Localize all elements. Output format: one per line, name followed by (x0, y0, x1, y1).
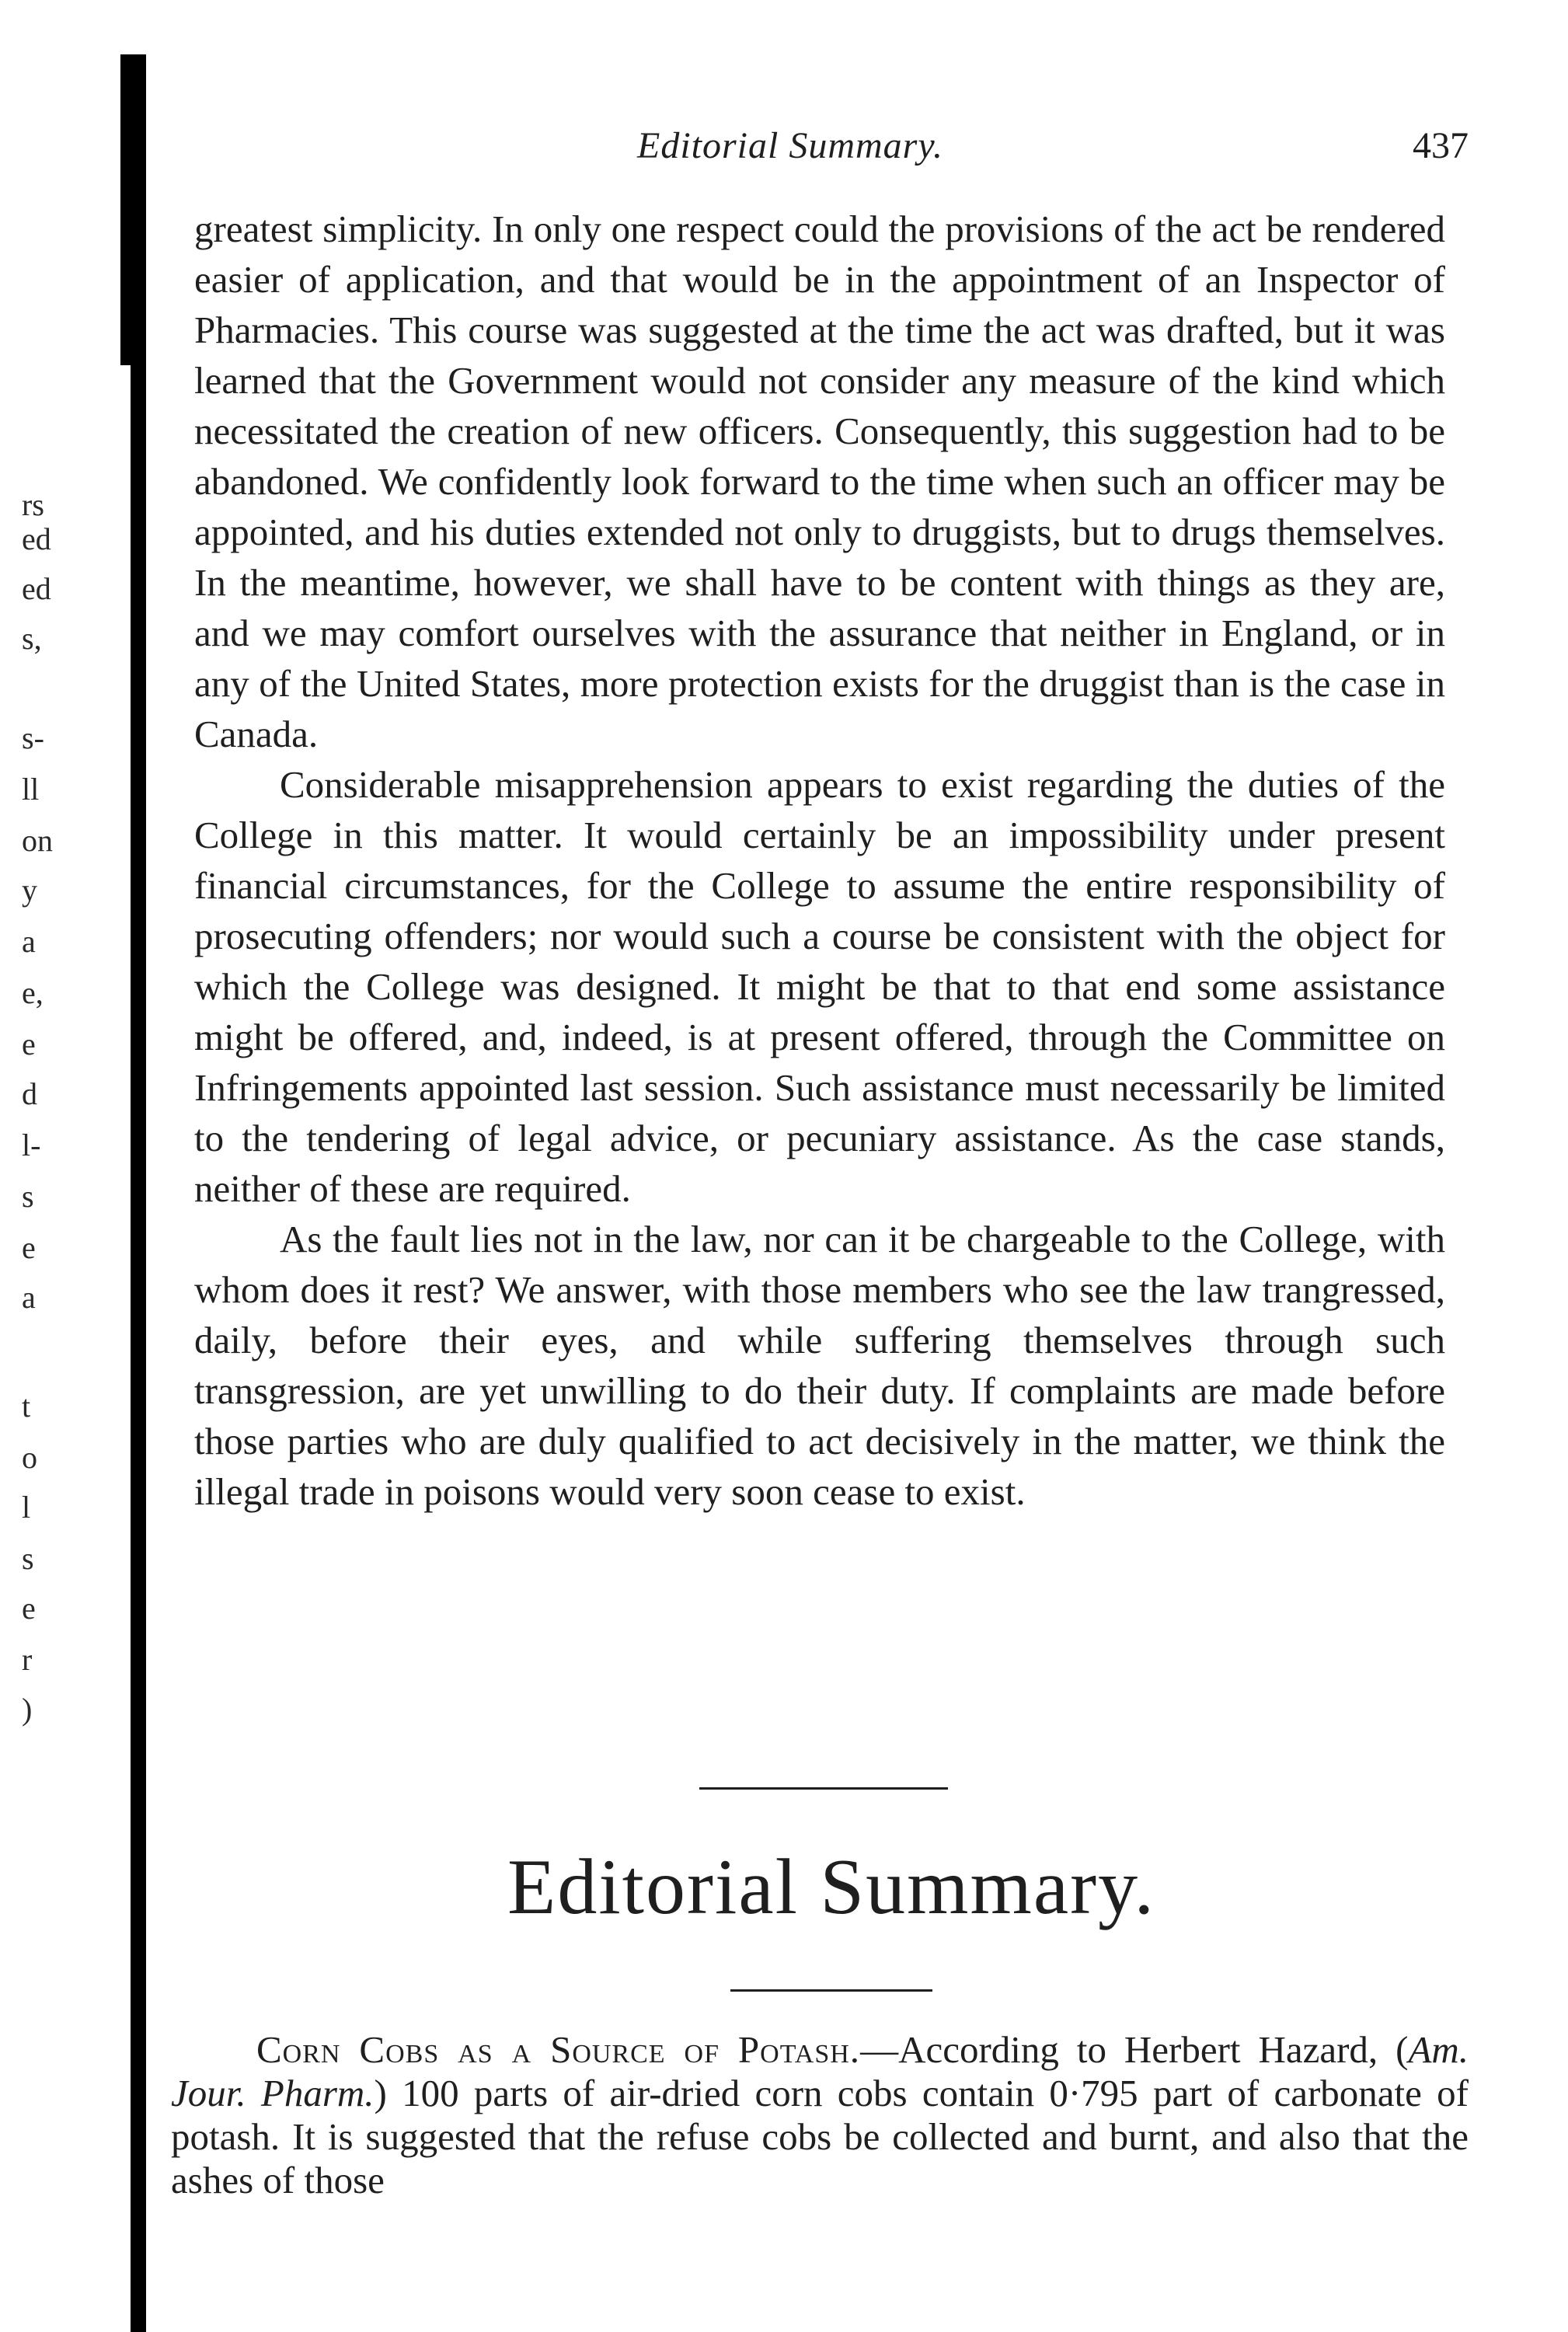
margin-fragment: s, (22, 621, 42, 656)
margin-fragment: t (22, 1389, 31, 1424)
margin-fragment: o (22, 1440, 37, 1475)
margin-fragment: a (22, 1280, 36, 1315)
margin-fragment: ed (22, 521, 51, 556)
margin-fragment: e (22, 1230, 36, 1265)
margin-fragment: on (22, 823, 53, 858)
paragraph-3: As the fault lies not in the law, nor can it be chargeable to the College, with whom does it rest? We answer, with those members who see the law trangressed, daily, before their eyes, and while suffering themselves through such transgression, are yet unwilling to do their duty. If complaints are made before those parties who are duly qualified to act decisively in the matter, we think the illegal trade in poisons would very soon cease to exist. (194, 1218, 1445, 1513)
margin-fragment: ll (22, 772, 40, 807)
margin-fragment: l (22, 1490, 31, 1525)
running-head (194, 124, 1469, 171)
margin-fragment: s- (22, 720, 44, 755)
paragraph-1: greatest simplicity. In only one respect could the provisions of the act be rendered easier of application, and that would be in the appointment of an Inspector of Pharmacies. This course was suggested at the time the act was drafted, but it was learned that the Government would not consider any measure of the kind which necessitated the creation of new officers. Consequently, this suggestion had to be abandoned. We confidently look forward to the time when such an officer may be appointed, and his duties extended not only to druggists, but to drugs themselves. In the meantime, however, we shall have to be content with things as they are, and we may comfort ourselves with the assurance that neither in England, or in any of the United States, more protection exists for the druggist than is the case in Canada. (194, 207, 1445, 755)
margin-fragment: ed (22, 571, 51, 606)
margin-fragment: e (22, 1027, 36, 1061)
summary-paragraph (171, 2028, 1469, 2202)
margin-fragment: e, (22, 975, 44, 1010)
margin-fragment: s (22, 1179, 34, 1214)
summary-item-title: Corn Cobs as a Source of Potash. (256, 2028, 861, 2071)
margin-fragment: y (22, 873, 37, 908)
section-heading: Editorial Summary. (507, 1843, 1155, 1931)
margin-fragment: d (22, 1076, 37, 1111)
summary-text-part-1: —According to Herbert Hazard, ( (860, 2028, 1409, 2071)
section-divider-bottom (730, 1989, 932, 1992)
margin-fragment: rs (22, 487, 44, 522)
summary-text-part-2: ) 100 parts of air-dried corn cobs contain 0·795 part of carbonate of potash. It is suggested that the refuse cobs be collected and burnt, and also that the ashes of those (171, 2072, 1469, 2201)
margin-fragment: e (22, 1591, 36, 1626)
margin-fragment: a (22, 924, 36, 959)
gutter-shadow (131, 54, 146, 2332)
running-title: Editorial Summary. (637, 125, 944, 166)
summary-source: Am. Jour. Pharm. (171, 2028, 1469, 2114)
section-divider-top (699, 1787, 948, 1790)
margin-fragment: l- (22, 1128, 41, 1163)
page-number: 437 (1413, 125, 1469, 166)
margin-fragment: ) (22, 1692, 33, 1727)
summary-item (171, 2028, 1469, 2202)
paragraph-2: Considerable misapprehension appears to exist regarding the duties of the College in this matter. It would certainly be an impossibility under present financial circumstances, for the College to assume the entire responsibility of prosecuting offenders; nor would such a course be consistent with the object for which the College was designed. It might be that to that end some assistance might be offered, and, indeed, is at present offered, through the Committee on Infringements appointed last session. Such assistance must necessarily be limited to the tendering of legal advice, or pecuniary assistance. As the case stands, neither of these are required. (194, 763, 1445, 1210)
margin-fragment: r (22, 1642, 33, 1677)
article-body (194, 204, 1445, 1517)
margin-fragment: s (22, 1541, 34, 1576)
